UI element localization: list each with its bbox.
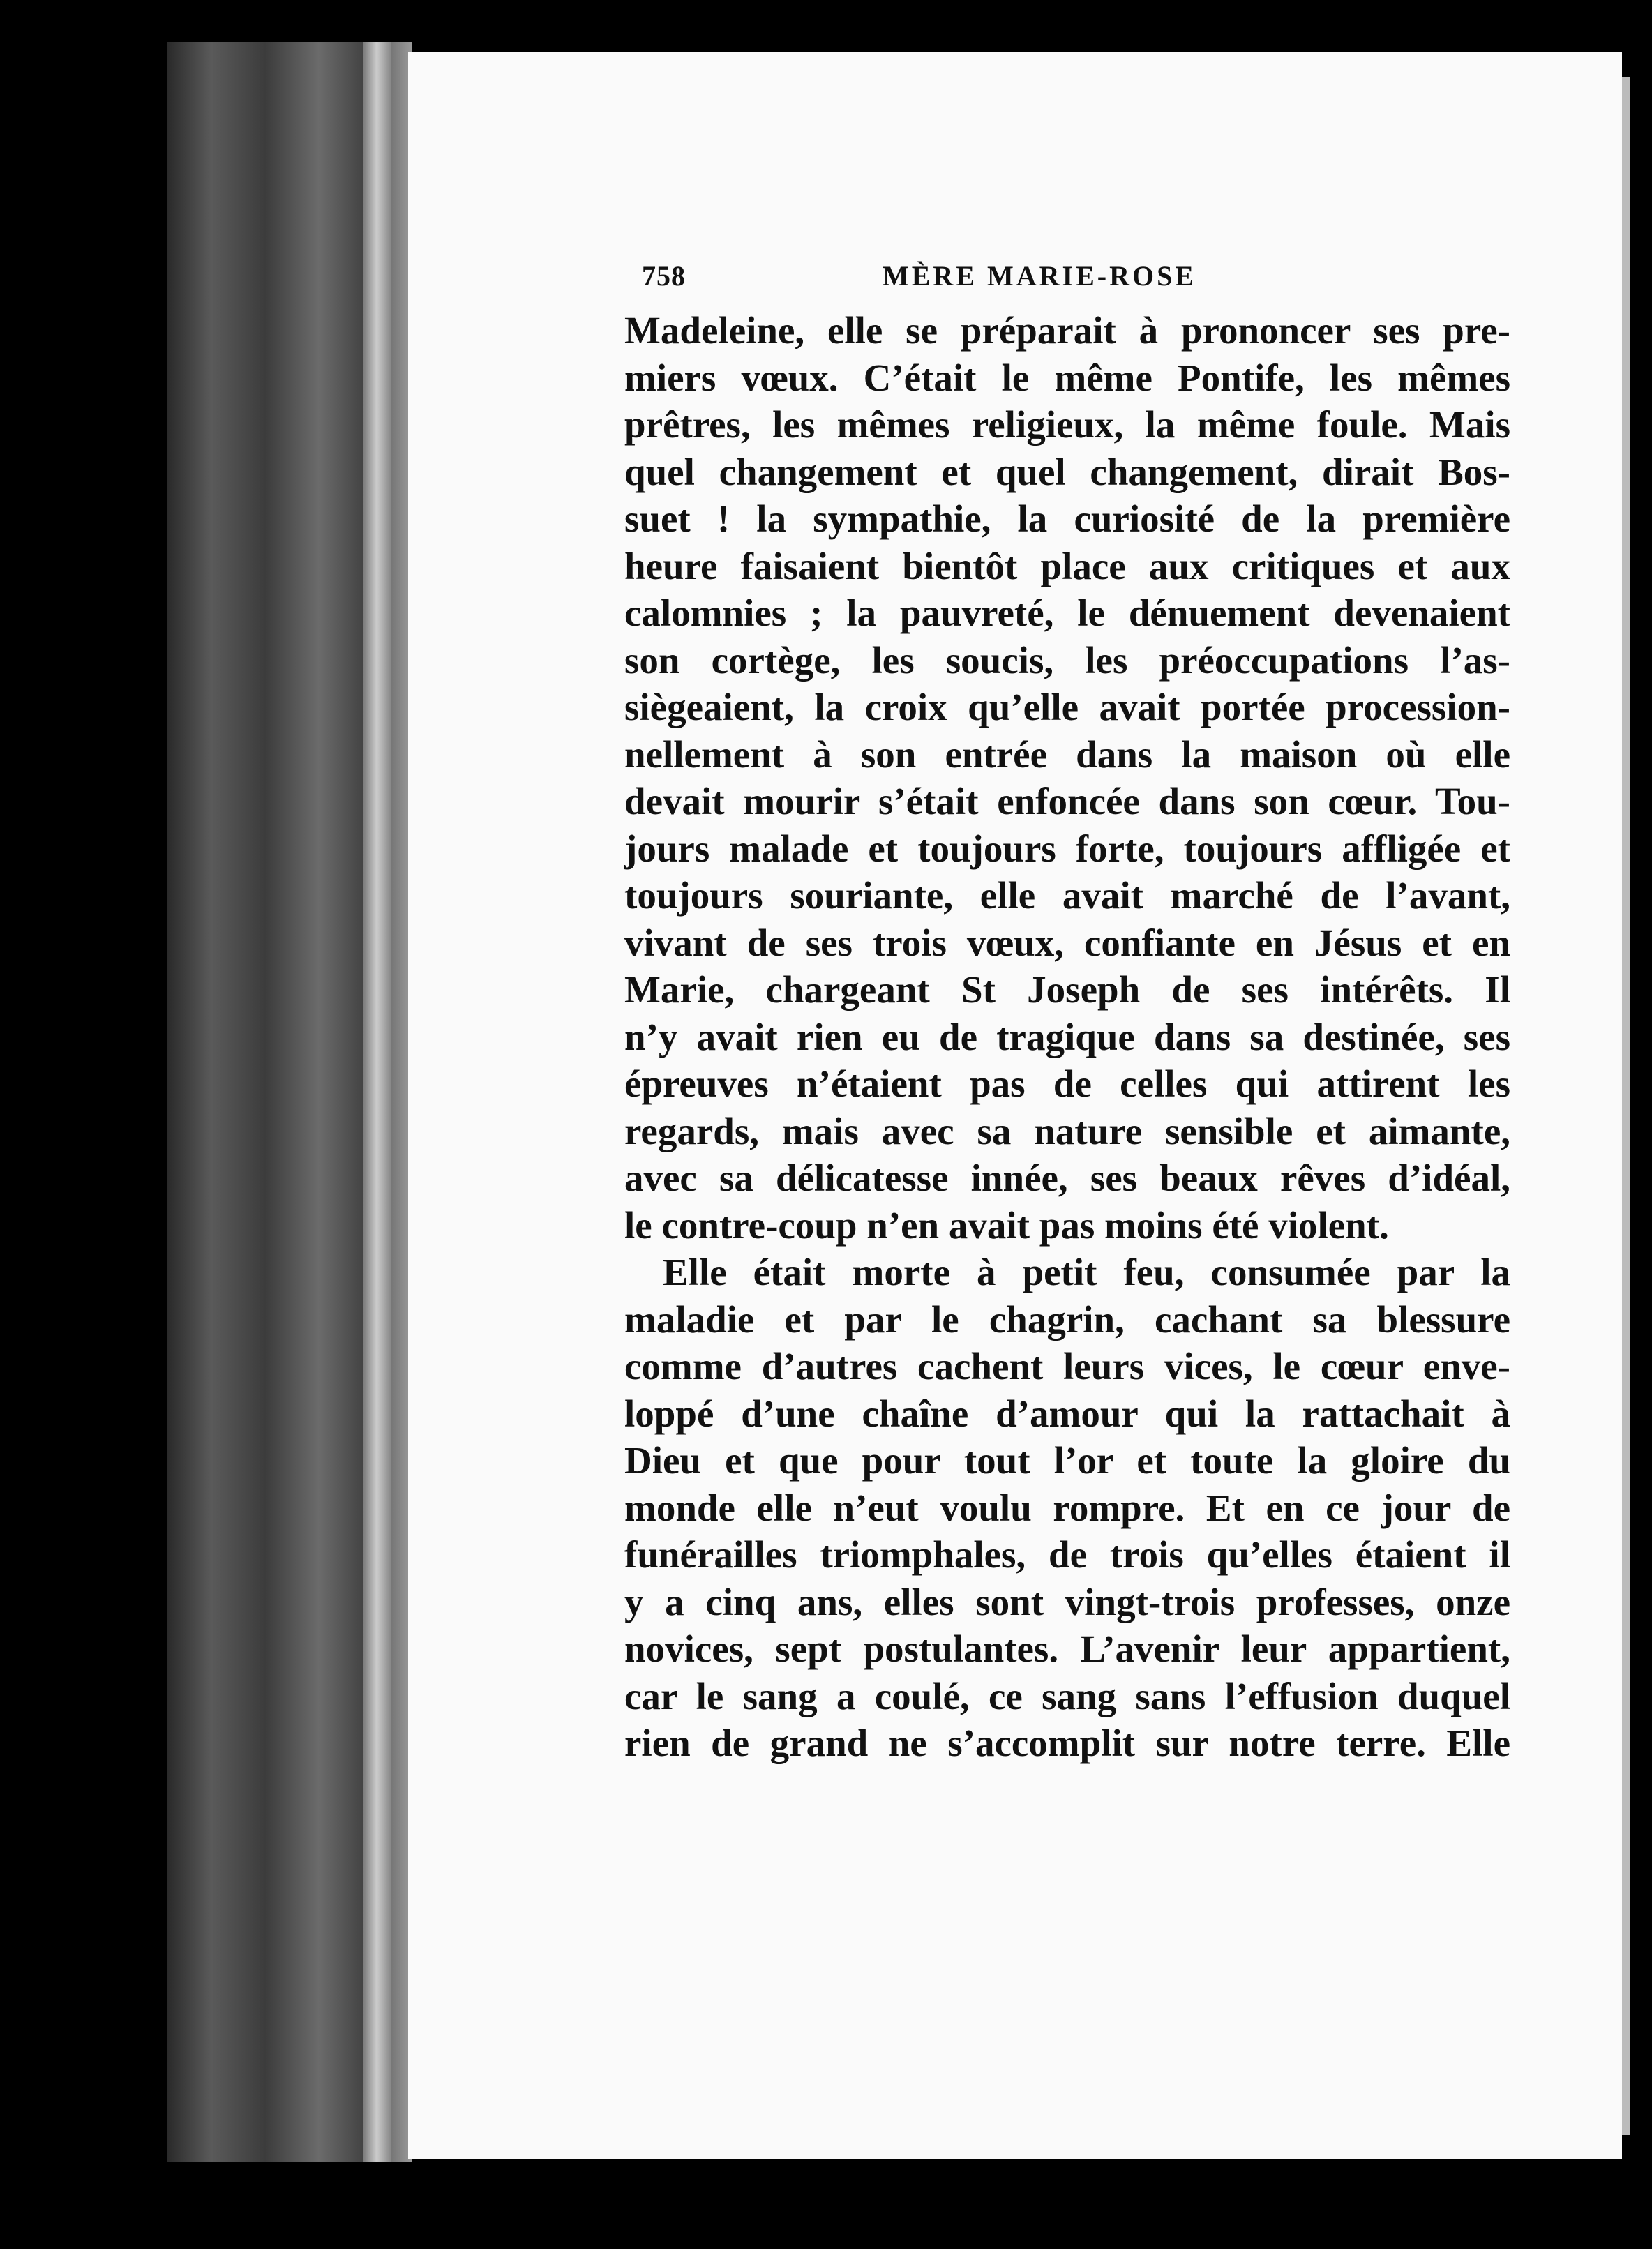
- text-line: Marie, chargeant St Joseph de ses intérêts. Il: [624, 968, 1510, 1011]
- text-line: jours malade et toujours forte, toujours affligée et: [624, 827, 1510, 870]
- text-line: vivant de ses trois vœux, confiante en Jésus et en: [624, 921, 1510, 964]
- text-line: regards, mais avec sa nature sensible et aimante,: [624, 1109, 1510, 1152]
- text-line: nellement à son entrée dans la maison où elle: [624, 732, 1510, 776]
- text-line: monde elle n’eut voulu rompre. Et en ce jour de: [624, 1486, 1510, 1529]
- text-line: n’y avait rien eu de tragique dans sa destinée, ses: [624, 1015, 1510, 1058]
- text-line: comme d’autres cachent leurs vices, le cœur enve-: [624, 1345, 1510, 1387]
- running-title: MÈRE MARIE-ROSE: [883, 260, 1197, 292]
- text-line: maladie et par le chagrin, cachant sa blessure: [624, 1298, 1510, 1341]
- page-right-edge: [1622, 77, 1630, 2135]
- text-line: toujours souriante, elle avait marché de l’avant,: [624, 874, 1510, 917]
- text-line: miers vœux. C’était le même Pontife, les mêmes: [624, 356, 1510, 399]
- text-line: son cortège, les soucis, les préoccupations l’as-: [624, 638, 1510, 682]
- running-head: [642, 260, 1263, 301]
- text-line: heure faisaient bientôt place aux critiques et aux: [624, 544, 1510, 587]
- book-edge-highlight: [363, 42, 391, 2162]
- text-line: Elle était morte à petit feu, consumée par la: [663, 1251, 1510, 1293]
- text-line: devait mourir s’était enfoncée dans son cœur. Tou-: [624, 780, 1510, 822]
- body-text: [624, 307, 1510, 1767]
- text-line: Madeleine, elle se préparait à prononcer ses pre-: [624, 309, 1510, 352]
- text-line: prêtres, les mêmes religieux, la même foule. Mais: [624, 403, 1510, 446]
- text-line: Dieu et que pour tout l’or et toute la gloire du: [624, 1439, 1510, 1482]
- text-line: suet ! la sympathie, la curiosité de la première: [624, 497, 1510, 540]
- text-line: siègeaient, la croix qu’elle avait portée procession-: [624, 686, 1510, 728]
- page-number: 758: [642, 260, 686, 292]
- text-line: quel changement et quel changement, dirait Bos-: [624, 450, 1510, 493]
- text-line: épreuves n’étaient pas de celles qui attirent les: [624, 1062, 1510, 1105]
- text-line: novices, sept postulantes. L’avenir leur appartient,: [624, 1627, 1510, 1670]
- text-line: rien de grand ne s’accomplit sur notre terre. Elle: [624, 1722, 1510, 1764]
- text-line: avec sa délicatesse innée, ses beaux rêves d’idéal,: [624, 1157, 1510, 1199]
- text-line: funérailles triomphales, de trois qu’elles étaient il: [624, 1533, 1510, 1576]
- text-line: loppé d’une chaîne d’amour qui la rattachait à: [624, 1392, 1510, 1435]
- text-line: le contre-coup n’en avait pas moins été violent.: [624, 1203, 1389, 1247]
- text-line: y a cinq ans, elles sont vingt-trois professes, onze: [624, 1580, 1510, 1623]
- text-line: calomnies ; la pauvreté, le dénuement devenaient: [624, 592, 1510, 634]
- text-line: car le sang a coulé, ce sang sans l’effusion duquel: [624, 1674, 1510, 1717]
